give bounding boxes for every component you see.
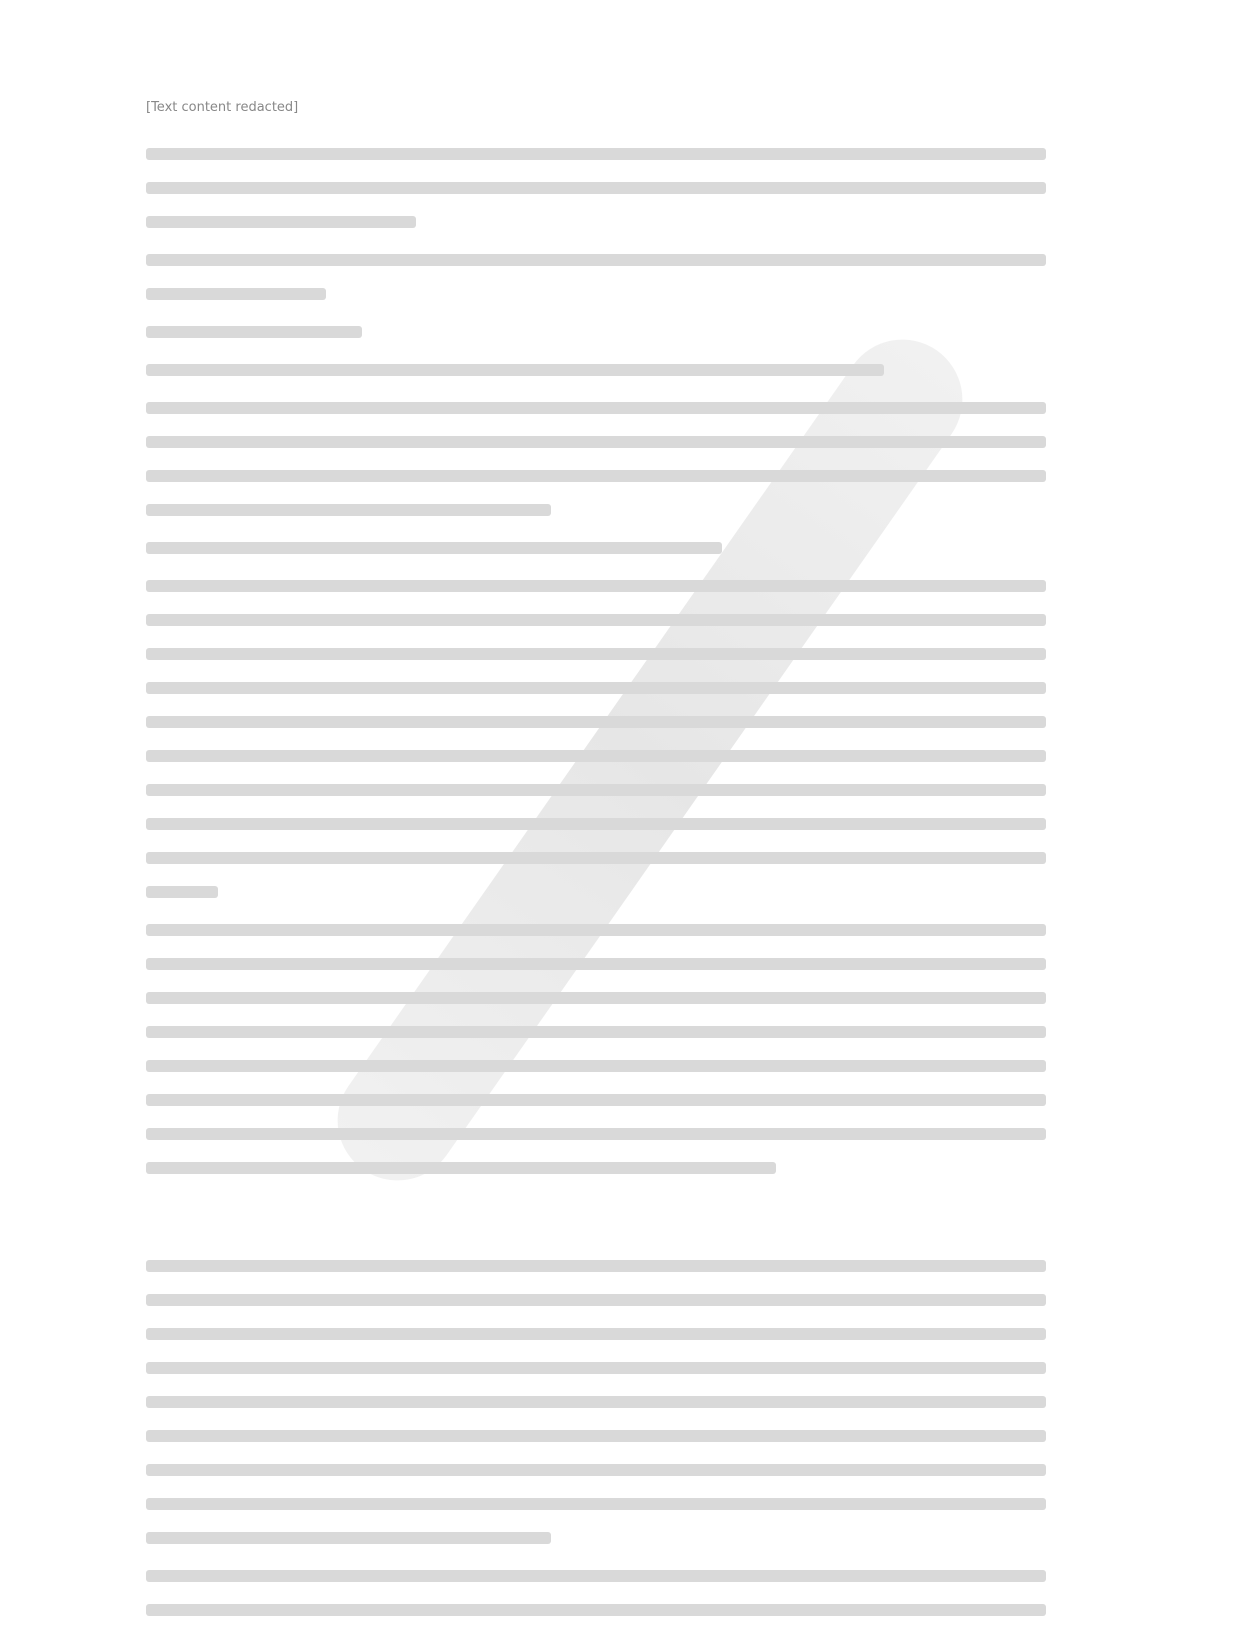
paragraph [146, 1260, 1046, 1544]
paragraph [146, 364, 1046, 376]
paragraph [146, 580, 1046, 898]
paragraph [146, 148, 1046, 228]
redaction-notice: [Text content redacted] [146, 100, 299, 115]
document-body [146, 148, 1046, 1642]
paragraph [146, 542, 1046, 554]
paragraph [146, 924, 1046, 1174]
paragraph [146, 1570, 1046, 1616]
paragraph [146, 326, 1046, 338]
paragraph [146, 402, 1046, 516]
paragraph [146, 254, 1046, 300]
